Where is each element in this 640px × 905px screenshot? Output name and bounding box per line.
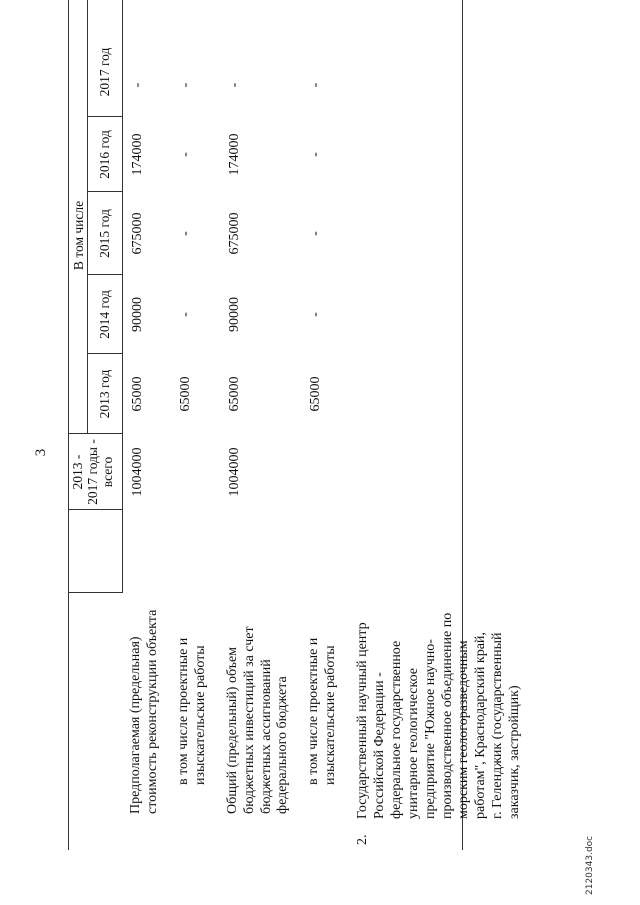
value-cell: -	[308, 231, 323, 236]
item-number: 2.	[355, 834, 370, 845]
value-cell: -	[227, 82, 242, 88]
total-header: 2013 - 2017 годы - всего	[70, 439, 115, 505]
value-cell: -	[308, 82, 323, 88]
row-label: Общий (предельный) объем бюджетных инвестиций за счет бюджетных ассигнований федерального бюджета	[225, 626, 291, 814]
value-cell: -	[130, 82, 145, 88]
row-label: Предполагаемая (предельная) стоимость реконструкции объекта	[128, 609, 160, 814]
year-header: 2016 год	[97, 130, 112, 179]
header-bottom-rule	[122, 0, 123, 593]
item-organization-text: Государственный научный центр Российской Федерации - федеральное государственное унитарное геологическое предприятие "Южное научно- производственное объединение по морским геологоразведочным работам", Краснодарский край, г. Геленджик (государственный заказчик, застройщик)	[355, 612, 523, 819]
col-rule-label	[68, 592, 122, 593]
year-header: 2017 год	[97, 47, 112, 97]
value-cell: -	[178, 231, 193, 236]
value-cell: 65000	[178, 376, 193, 412]
value-cell: 675000	[227, 212, 242, 255]
value-cell: 90000	[227, 297, 242, 332]
including-header: В том числе	[71, 200, 86, 271]
year-header: 2015 год	[97, 209, 112, 258]
value-cell: -	[178, 312, 193, 317]
value-cell: 174000	[130, 133, 145, 176]
including-rule	[87, 0, 88, 434]
value-cell: -	[308, 152, 323, 157]
value-cell: 65000	[130, 376, 145, 412]
value-cell: 65000	[227, 376, 242, 412]
value-cell: -	[308, 312, 323, 317]
page-number: 3	[33, 448, 49, 457]
value-cell: -	[178, 152, 193, 157]
value-cell: 65000	[308, 376, 323, 412]
row-label: в том числе проектные и изыскательские работы	[306, 637, 338, 785]
table-top-rule	[68, 0, 69, 850]
total-cell: 1004000	[227, 447, 242, 497]
year-header: 2013 год	[97, 369, 112, 419]
file-name: 2120343.doc	[585, 835, 595, 895]
year-header: 2014 год	[97, 290, 112, 339]
value-cell: -	[178, 82, 193, 88]
row-label: в том числе проектные и изыскательские работы	[176, 637, 208, 785]
total-cell: 1004000	[130, 447, 145, 497]
value-cell: 174000	[227, 133, 242, 176]
value-cell: 90000	[130, 297, 145, 332]
value-cell: 675000	[130, 212, 145, 255]
